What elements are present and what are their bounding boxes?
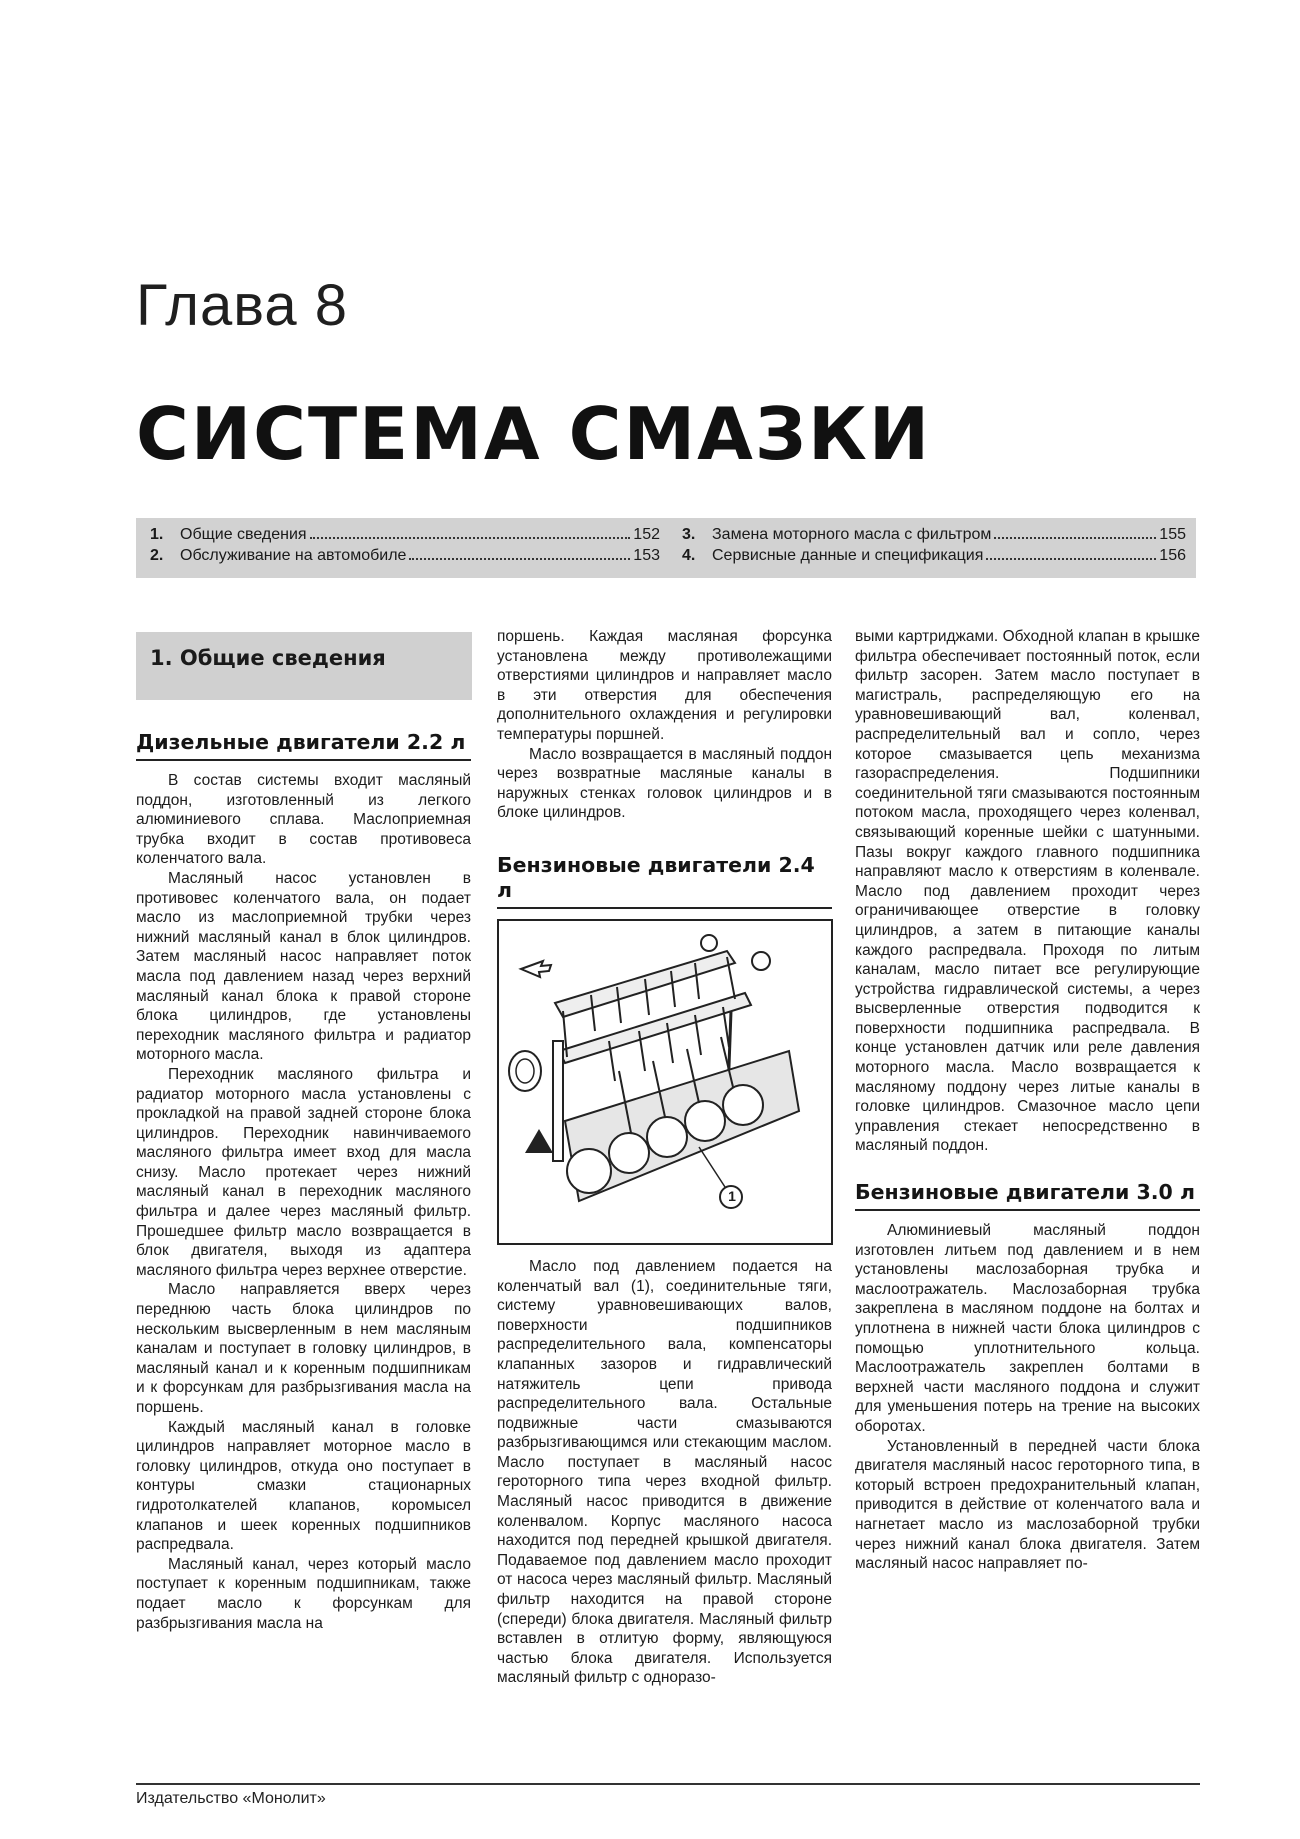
paragraph: Масло направляется вверх через переднюю часть блока цилиндров по нескольким высверленным в нем масляным каналам и поступает в головку цилиндров, в масляный канал и к коренным подшипникам и к форсункам для разбрызгивания масла на поршень. xyxy=(136,1281,471,1416)
toc-item-title: Обслуживание на автомобиле xyxy=(180,547,407,564)
toc-item[interactable] xyxy=(682,547,1186,568)
paragraph: Каждый масляный канал в головке цилиндров направляет моторное масло в головку цилиндров, откуда оно поступает в контуры смазки стационарных гидротолкателей клапанов, коромысел клапанов и шеек коренных подшипников распредвала. xyxy=(136,1418,471,1554)
chapter-label: Глава 8 xyxy=(136,273,349,338)
toc-item-page: 152 xyxy=(633,526,660,543)
engine-lubrication-figure xyxy=(497,919,833,1245)
paragraph: Масло возвращается в масляный поддон через возвратные масляные каналы в наружных стенках головок цилиндров и в блоке цилиндров. xyxy=(497,745,832,822)
toc-leader-dots xyxy=(310,537,631,539)
footer-divider xyxy=(136,1783,1200,1785)
paragraph: выми картриджами. Обходной клапан в крышке фильтра обеспечивает постоянный поток, если фильтр засорен. Затем масло поступает в магистраль, распределяющую его на уравновешивающий вал, коленвал, распределительный вал и сопло, через которое смазывается цепь механизма газораспределения. Подшипники соединительной тяги смазываются постоянным потоком масла, проходящего через коленвал, связывающий коренные шейки с шатунными. Пазы вокруг каждого главного подшипника направляют масло к отверстиям в коленвале. Масло под давлением проходит через ограничивающее отверстие в головку цилиндров, а затем в питающие каналы каждого распредвала. Проходя по литым каналам, масло питает все регулирующие устройства гидравлической системы, а через высверленные отверстия подводится к поверхности подшипника распредвала. В конце установлен датчик или реле давления моторного масла. Масло возвращается к масляному поддону через литые каналы в головке цилиндров. Смазочное масло цепи управления стекает непосредственно в масляный поддон. xyxy=(855,628,1200,1155)
toc-item-page: 156 xyxy=(1159,547,1186,564)
subheading-diesel-2-2: Дизельные двигатели 2.2 л xyxy=(136,730,471,761)
paragraph: Масляный насос установлен в противовес коленчатого вала, он подает масло из маслоприемной трубки через нижний масляный канал в блок цилиндров. Затем масляный насос направляет поток масла под давлением назад через верхний масляный канал блока к правой стороне блока цилиндров, где установлены переходник масляного фильтра и радиатор моторного масла. xyxy=(136,869,471,1064)
paragraph: Масло под давлением подается на коленчатый вал (1), соединительные тяги, систему уравновешивающих валов, поверхности подшипников распределительного вала, компенсаторы клапанных зазоров и гидравлический натяжитель цепи привода распределительного вала. Остальные подвижные части смазываются разбрызгивающимся или стекающим маслом. Масло поступает в масляный насос героторного типа через входной фильтр. Масляный насос приводится в движение коленвалом. Корпус масляного насоса находится под передней крышкой двигателя. Подаваемое под давлением масло проходит от насоса через масляный фильтр. Масляный фильтр находится на правой стороне (спереди) блока двигателя. Масляный фильтр вставлен в отлитую форму, являющуюся частью блока двигателя. Используется масляный фильтр с одноразо- xyxy=(497,1257,832,1687)
paragraph: Масляный канал, через который масло поступает к коренным подшипникам, также подает масло к форсункам для разбрызгивания масла на xyxy=(136,1555,471,1632)
paragraph: Алюминиевый масляный поддон изготовлен литьем под давлением и в нем установлены маслозаборная трубка и маслоотражатель. Маслозаборная трубка закреплена в масляном поддоне на болтах и уплотнена в нижней части блока цилиндров с помощью уплотнительного кольца. Маслоотражатель закреплен болтами в верхней части масляного поддона и служит для уменьшения потерь на трение на высоких оборотах. xyxy=(855,1222,1200,1435)
toc-column-left xyxy=(150,526,660,568)
figure-callout-1: 1 xyxy=(728,1187,736,1204)
section-heading: 1. Общие сведения xyxy=(136,632,472,700)
toc-item[interactable] xyxy=(150,526,660,547)
toc-item-title: Замена моторного масла с фильтром xyxy=(712,526,992,543)
toc-item-number: 3. xyxy=(682,526,696,543)
publisher-footer: Издательство «Монолит» xyxy=(136,1790,326,1807)
paragraph: Переходник масляного фильтра и радиатор моторного масла установлены с прокладкой на правой задней стороне блока цилиндров. Переходник навинчиваемого масляного фильтра имеет вход для масла снизу. Масло протекает через нижний масляный канал в переходник масляного фильтра и далее через масляный фильтр. Прошедшее фильтр масло возвращается в блок двигателя, выходя из адаптера масляного фильтра через верхнее отверстие. xyxy=(136,1065,471,1279)
toc-leader-dots xyxy=(986,558,1156,560)
paragraph: поршень. Каждая масляная форсунка установлена между противолежащими отверстиями цилиндров и направляет масло в эти отверстия для обеспечения дополнительного охлаждения и регулировки температуры поршней. xyxy=(497,628,832,743)
table-of-contents xyxy=(136,518,1196,578)
paragraph: Установленный в передней части блока двигателя масляный насос героторного типа, в который встроен предохранительный клапан, приводится в действие от коленчатого вала и нагнетает масло из маслозаборной трубки через нижний канал блока двигателя. Затем масляный насос направляет по- xyxy=(855,1437,1200,1573)
text-column-1 xyxy=(136,730,471,1633)
toc-item-page: 155 xyxy=(1159,526,1186,543)
text-column-2 xyxy=(497,627,832,1688)
toc-leader-dots xyxy=(994,537,1156,539)
toc-item-number: 2. xyxy=(150,547,164,564)
toc-column-right xyxy=(682,526,1186,568)
toc-item-page: 153 xyxy=(633,547,660,564)
toc-item-title: Общие сведения xyxy=(180,526,307,543)
toc-item[interactable] xyxy=(150,547,660,568)
text-column-3 xyxy=(855,627,1200,1574)
toc-item[interactable] xyxy=(682,526,1186,547)
toc-item-title: Сервисные данные и спецификация xyxy=(712,547,984,564)
toc-item-number: 4. xyxy=(682,547,696,564)
subheading-petrol-3-0: Бензиновые двигатели 3.0 л xyxy=(855,1180,1200,1211)
engine-diagram-icon xyxy=(499,921,831,1243)
chapter-title: СИСТЕМА СМАЗКИ xyxy=(136,392,932,476)
toc-item-number: 1. xyxy=(150,526,164,543)
subheading-petrol-2-4: Бензиновые двигатели 2.4 л xyxy=(497,853,832,909)
paragraph: В состав системы входит масляный поддон, изготовленный из легкого алюминиевого сплава. Маслоприемная трубка входит в состав противовеса коленчатого вала. xyxy=(136,772,471,868)
toc-leader-dots xyxy=(409,558,630,560)
